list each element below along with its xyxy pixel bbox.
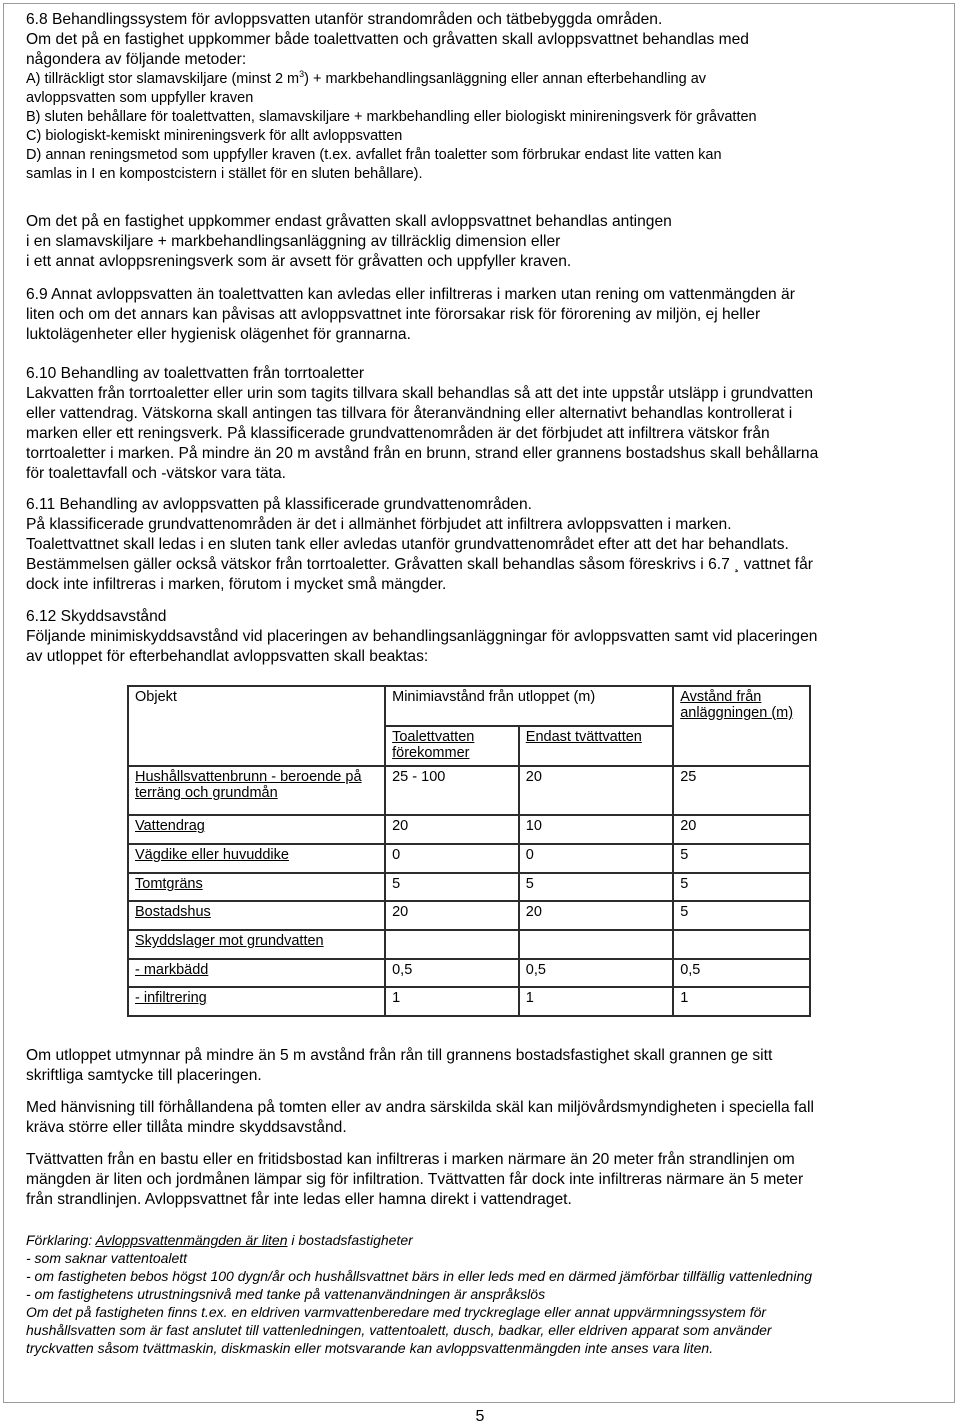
row-label-text: Vattendrag <box>135 818 205 835</box>
row-label-text: Hushållsvattenbrunn - beroende på terräng och grundmån <box>135 769 362 801</box>
text-line: mängden är liten och jordmånen lämpar sig för infiltration. Tvättvatten får dock inte infiltreras närmare än 5 meter <box>26 1171 804 1188</box>
method-a-end: ) + markbehandlingsanläggning eller annan efterbehandling av <box>304 71 707 87</box>
cell-toilet: 5 <box>385 873 519 902</box>
page-number: 5 <box>475 1408 485 1425</box>
row-label <box>128 844 385 873</box>
cell-wash: 0 <box>519 844 673 873</box>
row-label <box>128 901 385 930</box>
text-line: Toalettvattnet skall ledas i en sluten tank eller avledas utanför grundvattenområdet efter att det har behandlats. <box>26 536 789 553</box>
cell-wash <box>519 930 673 959</box>
table-row <box>128 901 810 930</box>
text-line: kräva större eller tillåta mindre skyddsavstånd. <box>26 1119 347 1136</box>
method-a-start: A) tillräckligt stor slamavskiljare (minst 2 m <box>26 71 300 87</box>
table-row <box>128 987 810 1016</box>
row-label-text: Vägdike eller huvuddike <box>135 847 289 864</box>
header-min-text: Minimiavstånd från utloppet (m) <box>392 689 596 705</box>
footnote-underlined: Avloppsvattenmängden är liten <box>95 1232 288 1248</box>
superscript: 3 <box>299 69 305 80</box>
section-heading: 6.10 Behandling av toalettvatten från torrtoaletter <box>26 365 365 382</box>
section-heading: 6.12 Skyddsavstånd <box>26 608 167 625</box>
cell-facility: 0,5 <box>673 959 810 988</box>
section-heading: 6.11 Behandling av avloppsvatten på klassificerade grundvattenområden. <box>26 496 532 513</box>
row-label <box>128 766 385 815</box>
distance-table <box>127 685 811 1017</box>
cell-wash: 5 <box>519 873 673 902</box>
row-label <box>128 815 385 844</box>
header-facility-distance <box>673 686 810 766</box>
text-line: Om det på en fastighet uppkommer endast gråvatten skall avloppsvattnet behandlas antingen <box>26 213 672 230</box>
table-row <box>128 873 810 902</box>
section-6-12 <box>26 607 946 667</box>
text-line: Lakvatten från torrtoaletter eller urin som tagits tillvara skall behandlas så att det inte uppstår utsläpp i grundvatten <box>26 385 814 402</box>
footnote <box>26 1231 946 1357</box>
footnote-line: - om fastigheten bebos högst 100 dygn/år och hushållsvattnet bärs in eller leds med en därmed jämförbar tillfällig vattenledning <box>26 1268 813 1284</box>
text-line: samlas in I en kompostcistern i stället för en sluten behållare). <box>26 166 423 182</box>
cell-wash: 1 <box>519 987 673 1016</box>
header-min-distance <box>385 686 673 726</box>
cell-facility: 5 <box>673 901 810 930</box>
text-line: 6.9 Annat avloppsvatten än toalettvatten kan avledas eller infiltreras i marken utan rening om vattenmängden är <box>26 286 795 303</box>
cell-toilet: 25 - 100 <box>385 766 519 815</box>
text-line: Följande minimiskyddsavstånd vid placeringen av behandlingsanläggningar för avloppsvatten samt vid placeringen <box>26 628 818 645</box>
text-line: liten och om det annars kan påvisas att avloppsvattnet inte förorsakar risk för förorening av miljön, ej heller <box>26 306 761 323</box>
footnote-line: - om fastighetens utrustningsnivå med tanke på vattenanvändningen är anspråkslös <box>26 1286 546 1302</box>
header-object-text: Objekt <box>135 689 177 705</box>
text-line: Om det på en fastighet uppkommer både toalettvatten och gråvatten skall avloppsvattnet behandlas med <box>26 31 749 48</box>
cell-toilet: 0,5 <box>385 959 519 988</box>
text-line: avloppsvatten som uppfyller kraven <box>26 90 254 106</box>
subheader-toilet-water <box>385 726 519 766</box>
header-facility-text: Avstånd från anläggningen (m) <box>680 689 794 721</box>
cell-wash: 10 <box>519 815 673 844</box>
row-label <box>128 873 385 902</box>
cell-toilet: 0 <box>385 844 519 873</box>
text-line: av utloppet för efterbehandlat avloppsvatten skall beaktas: <box>26 648 429 665</box>
row-label-text: - infiltrering <box>135 990 207 1007</box>
row-label <box>128 959 385 988</box>
cell-facility: 20 <box>673 815 810 844</box>
header-object <box>128 686 385 766</box>
authority-paragraph <box>26 1098 946 1138</box>
method-a <box>26 70 946 89</box>
section-6-8 <box>26 10 946 184</box>
row-label <box>128 987 385 1016</box>
method-b: B) sluten behållare för toalettvatten, slamavskiljare + markbehandling eller biologiskt minireningsverk för gråvatten <box>26 109 757 125</box>
text-line: i ett annat avloppsreningsverk som är avsett för gråvatten och uppfyller kraven. <box>26 253 572 270</box>
footnote-rest: i bostadsfastigheter <box>287 1232 413 1248</box>
cell-toilet: 20 <box>385 815 519 844</box>
text-line: Tvättvatten från en bastu eller en fritidsbostad kan infiltreras i marken närmare än 20 meter från strandlinjen om <box>26 1151 795 1168</box>
text-line: torrtoaletter i marken. På mindre än 20 m avstånd från en brunn, strand eller grannens bostadshus skall behållarna <box>26 445 819 462</box>
section-6-10 <box>26 364 946 484</box>
cell-wash: 20 <box>519 766 673 815</box>
cell-toilet: 1 <box>385 987 519 1016</box>
row-label-text: Tomtgräns <box>135 875 203 892</box>
text-line: Bestämmelsen gäller också vätskor från torrtoaletter. Gråvatten skall behandlas såsom föreskrivs i 6.7 ¸ vattnet får <box>26 556 813 573</box>
subheader-wash-text: Endast tvättvatten <box>525 729 642 745</box>
section-heading: 6.8 Behandlingssystem för avloppsvatten utanför strandområden och tätbebyggda områden. <box>26 11 663 28</box>
subheader-toilet-text: Toalettvatten förekommer <box>392 729 475 761</box>
table-row <box>128 959 810 988</box>
footnote-line: hushållsvatten som är fast anslutet till vattenledningen, vattentoalett, dusch, badkar, eller eldriven apparat som använder <box>26 1322 772 1338</box>
cell-wash: 20 <box>519 901 673 930</box>
cell-facility: 1 <box>673 987 810 1016</box>
text-line: marken eller ett reningsverk. På klassificerade grundvattenområden är det förbjudet att infiltrera vätskor från <box>26 425 770 442</box>
cell-facility <box>673 930 810 959</box>
footnote-line: Om det på fastigheten finns t.ex. en eldriven varmvattenberedare med tryckreglage eller annat uppvärmningssystem för <box>26 1304 767 1320</box>
graywater-paragraph <box>26 212 946 272</box>
section-6-11 <box>26 495 946 595</box>
subheader-wash-water <box>519 726 673 766</box>
footnote-line: - som saknar vattentoalett <box>26 1250 188 1266</box>
text-line: Om utloppet utmynnar på mindre än 5 m avstånd från rån till grannens bostadsfastighet skall grannen ge sitt <box>26 1047 773 1064</box>
cell-facility: 5 <box>673 844 810 873</box>
method-d: D) annan reningsmetod som uppfyller kraven (t.ex. avfallet från toaletter som förbrukar endast lite vatten kan <box>26 147 722 163</box>
text-line: På klassificerade grundvattenområden är det i allmänhet förbjudet att infiltrera avloppsvatten i marken. <box>26 516 732 533</box>
text-line: Med hänvisning till förhållandena på tomten eller av andra särskilda skäl kan miljövårdsmyndigheten i speciella fall <box>26 1099 814 1116</box>
footnote-title <box>26 1231 946 1249</box>
table-row <box>128 766 810 815</box>
text-line: dock inte infiltreras i marken, förutom i mycket små mängder. <box>26 576 447 593</box>
footnote-label: Förklaring: <box>26 1232 96 1248</box>
table-row <box>128 844 810 873</box>
text-line: luktolägenheter eller hygienisk olägenhet för grannarna. <box>26 326 411 343</box>
row-label-text: Bostadshus <box>135 904 211 921</box>
row-label-text: Skyddslager mot grundvatten <box>135 933 324 950</box>
row-label <box>128 930 385 959</box>
cell-facility: 25 <box>673 766 810 815</box>
text-line: någondera av följande metoder: <box>26 51 247 68</box>
cell-toilet <box>385 930 519 959</box>
cell-toilet: 20 <box>385 901 519 930</box>
cell-wash: 0,5 <box>519 959 673 988</box>
method-c: C) biologiskt-kemiskt minireningsverk för allt avloppsvatten <box>26 128 403 144</box>
row-label-text: - markbädd <box>135 961 209 978</box>
text-line: i en slamavskiljare + markbehandlingsanläggning av tillräcklig dimension eller <box>26 233 561 250</box>
text-line: från strandlinjen. Avloppsvattnet får inte ledas eller hamna direkt i vattendraget. <box>26 1191 572 1208</box>
cell-facility: 5 <box>673 873 810 902</box>
sauna-water-paragraph <box>26 1150 946 1210</box>
footnote-line: tryckvatten såsom tvättmaskin, diskmaskin eller motsvarande kan avloppsvattenmängden inte anses vara liten. <box>26 1340 714 1356</box>
section-6-9 <box>26 285 946 345</box>
text-line: för toalettavfall och -vätskor vara täta. <box>26 465 287 482</box>
table-row <box>128 930 810 959</box>
neighbor-consent-paragraph <box>26 1046 946 1086</box>
text-line: eller vattendrag. Vätskorna skall antingen tas tillvara för återanvändning eller alternativt behandlas kontrollerat i <box>26 405 793 422</box>
table-row <box>128 815 810 844</box>
text-line: skriftliga samtycke till placeringen. <box>26 1067 262 1084</box>
